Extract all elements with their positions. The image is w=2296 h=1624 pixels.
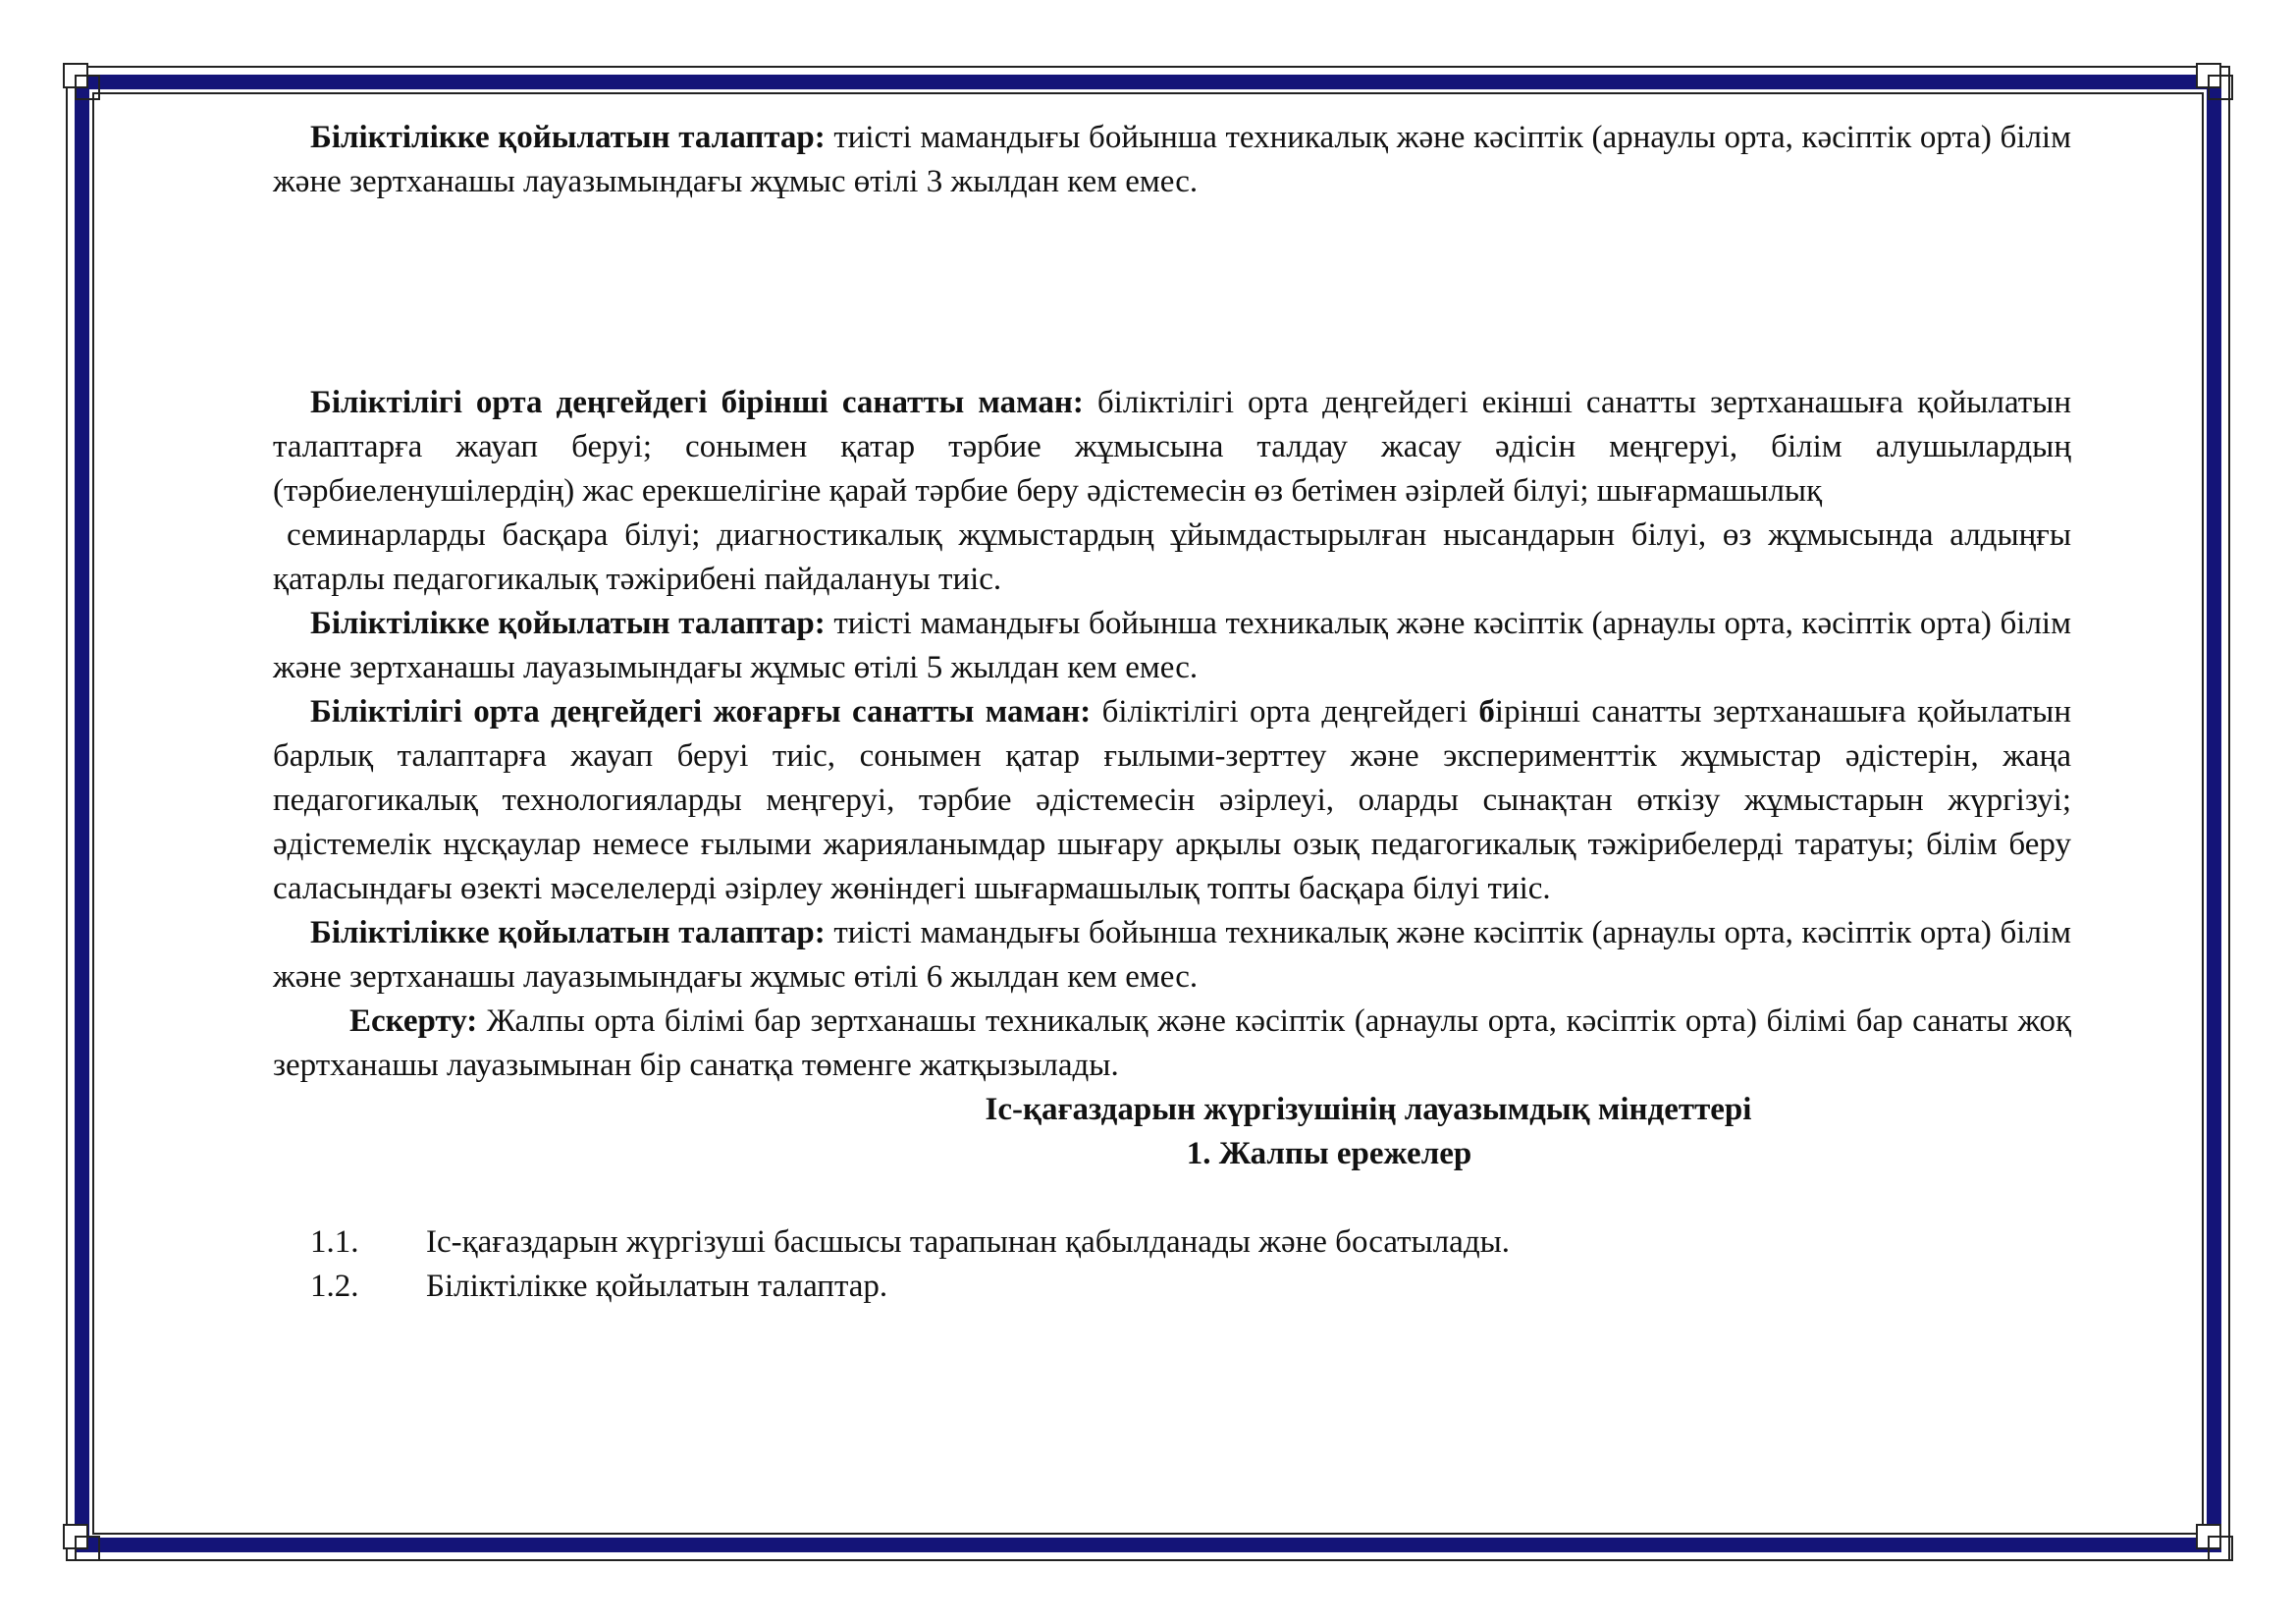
list-item-text: Іс-қағаздарын жүргізуші басшысы тарапынан қабылданады және босатылады. [426, 1224, 1511, 1260]
paragraph-qualification-requirements-1 [273, 116, 2071, 204]
spacer [273, 1176, 2071, 1220]
paragraph-text: біліктілігі орта деңгейдегі екінші санатты зертханашыға қойылатын талаптарға жауап беруі; сонымен қатар тәрбие жұмысына талдау жасау әдісін меңгеруі, білім алушылардың (тәрбиеленушілердің) жас ерекшелігіне қарай тәрбие беру әдістемесін өз бетімен әзірлей білуі; шығармашылық [273, 385, 2071, 509]
paragraph-text: тиісті мамандығы бойынша техникалық және кәсіптік (арнаулы орта, кәсіптік орта) білім және зертханашы лауазымындағы жұмыс өтілі 6 жылдан кем емес. [273, 915, 2071, 995]
list-item-text: Біліктілікке қойылатын талаптар. [426, 1269, 888, 1304]
spacer [273, 204, 2071, 381]
paragraph-bold-inline: б [1478, 694, 1495, 730]
corner-ornament-bottom-right [2196, 1524, 2233, 1561]
paragraph-higher-category-specialist [273, 690, 2071, 911]
subsection-heading: 1. Жалпы ережелер [1186, 1136, 1472, 1171]
paragraph-text: тиісті мамандығы бойынша техникалық және кәсіптік (арнаулы орта, кәсіптік орта) білім және зертханашы лауазымындағы жұмыс өтілі 3 жылдан кем емес. [273, 120, 2071, 199]
paragraph-bold-lead: Біліктілікке қойылатын талаптар: [310, 915, 826, 950]
list-item [273, 1220, 2071, 1265]
paragraph-seminars [273, 514, 2071, 602]
paragraph-bold-lead: Біліктілігі орта деңгейдегі жоғарғы санатты маман: [310, 694, 1092, 730]
paragraph-bold-lead: Біліктілігі орта деңгейдегі бірінші санатты маман: [310, 385, 1084, 420]
paragraph-text: семинарларды басқара білуі; диагностикалық жұмыстардың ұйымдастырылған нысандарын білуі, өз жұмысында алдыңғы қатарлы педагогикалық тәжірибені пайдалануы тиіс. [273, 517, 2071, 597]
document-body [273, 116, 2071, 1309]
section-heading: Іс-қағаздарын жүргізушінің лауазымдық міндеттері [985, 1092, 1752, 1127]
list-item-number: 1.1. [310, 1224, 359, 1260]
paragraph-text: ірінші санатты зертханашыға қойылатын барлық талаптарға жауап беруі тиіс, сонымен қатар ғылыми-зерттеу және эксперименттік жұмыстар әдістерін, жаңа педагогикалық технологияларды меңгеруі, тәрбие әдістемесін әзірлеуі, оларды сынақтан өткізу жұмыстарын жүргізуі; әдістемелік нұсқаулар немесе ғылыми жарияланымдар шығару арқылы озық педагогикалық тәжірибелерді таратуы; білім беру саласындағы өзекті мәселелерді әзірлеу жөніндегі шығармашылық топты басқара білуі тиіс. [273, 694, 2071, 906]
paragraph-bold-lead: Біліктілікке қойылатын талаптар: [310, 120, 826, 155]
paragraph-note [273, 1000, 2071, 1088]
paragraph-bold-lead: Ескерту: [349, 1003, 478, 1039]
list-item-number: 1.2. [310, 1269, 359, 1304]
corner-ornament-bottom-left [63, 1524, 100, 1561]
paragraph-bold-lead: Біліктілікке қойылатын талаптар: [310, 606, 826, 641]
paragraph-first-category-specialist [273, 381, 2071, 514]
paragraph-qualification-requirements-2 [273, 602, 2071, 690]
paragraph-text-pre: біліктілігі орта деңгейдегі [1091, 694, 1479, 730]
list-item [273, 1265, 2071, 1309]
corner-ornament-top-left [63, 63, 100, 100]
paragraph-text: тиісті мамандығы бойынша техникалық және кәсіптік (арнаулы орта, кәсіптік орта) білім және зертханашы лауазымындағы жұмыс өтілі 5 жылдан кем емес. [273, 606, 2071, 685]
paragraph-qualification-requirements-3 [273, 911, 2071, 1000]
paragraph-text: Жалпы орта білімі бар зертханашы техникалық және кәсіптік (арнаулы орта, кәсіптік орта) білімі бар санаты жоқ зертханашы лауазымынан бір санатқа төменге жатқызылады. [273, 1003, 2071, 1083]
corner-ornament-top-right [2196, 63, 2233, 100]
